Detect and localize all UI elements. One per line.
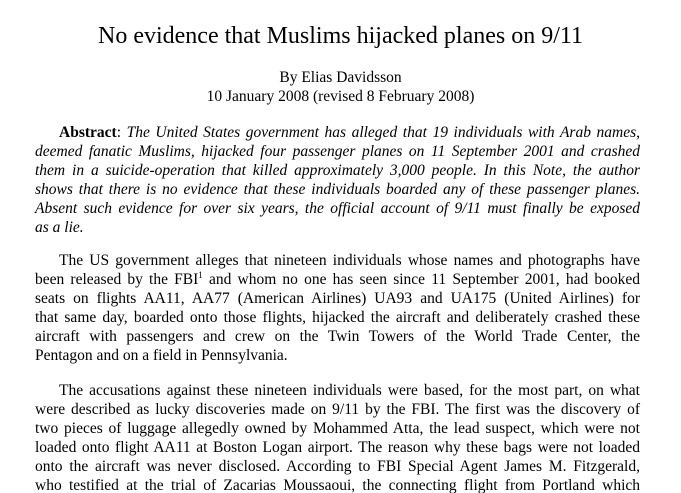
document-title: No evidence that Muslims hijacked planes on 9/11 [97, 23, 583, 49]
paragraph-line: The accusations against these nineteen individuals were based, for the most part, on what [59, 382, 640, 399]
abstract-line: them in a suicide-operation that killed approximately 3,000 people. In this Note, the author [35, 162, 640, 179]
body-paragraph-1 [35, 251, 640, 365]
abstract-label: Abstract [59, 124, 117, 141]
paragraph-text: and whom no one has seen since 11 September 2001, had booked [202, 271, 640, 288]
paragraph-line: The US government alleges that nineteen individuals whose names and photographs have [59, 252, 640, 269]
paragraph-line: who testified at the trial of Zacarias Moussaoui, the connecting flight from Portland which [35, 477, 640, 493]
abstract-line: as a lie. [35, 219, 84, 236]
date-line: 10 January 2008 (revised 8 February 2008) [206, 88, 475, 105]
footnote-marker[interactable]: 1 [198, 270, 203, 280]
paragraph-line: were described as lucky discoveries made on 9/11 by the FBI. The first was the discovery of [35, 401, 640, 418]
paragraph-line: two pieces of luggage allegedly owned by Mohammed Atta, the lead suspect, which were not [35, 420, 640, 437]
paragraph-text: been released by the FBI [35, 271, 199, 288]
paragraph-line [35, 270, 640, 289]
paragraph-line: onto the aircraft was never disclosed. According to FBI Special Agent James M. Fitzgerald, [35, 458, 640, 475]
paragraph-line: loaded onto flight AA11 at Boston Logan airport. The reason why these bags were not loaded [35, 439, 640, 456]
paragraph-line: Pentagon and on a field in Pennsylvania. [35, 347, 288, 364]
abstract-colon: : [116, 124, 121, 141]
body-paragraph-2 [35, 381, 640, 493]
paragraph-line: that same day, boarded onto those flights, hijacked the aircraft and deliberately crashed these [35, 309, 640, 326]
abstract-line-text: The United States government has alleged that 19 individuals with Arab names, [121, 124, 640, 141]
abstract-paragraph [35, 123, 640, 237]
abstract-line [35, 123, 640, 142]
abstract-line: shows that there is no evidence that these individuals boarded any of these passenger planes. [35, 181, 640, 198]
abstract-line: Absent such evidence for over six years, the official account of 9/11 must finally be exposed [35, 200, 640, 217]
abstract-line: deemed fanatic Muslims, hijacked four passenger planes on 11 September 2001 and crashed [35, 143, 640, 160]
paragraph-line: seats on flights AA11, AA77 (American Airlines) UA93 and UA175 (United Airlines) for [35, 290, 640, 307]
paragraph-line: aircraft with passengers and crew on the Twin Towers of the World Trade Center, the [35, 328, 640, 345]
author-line: By Elias Davidsson [279, 69, 402, 86]
byline [0, 68, 681, 106]
